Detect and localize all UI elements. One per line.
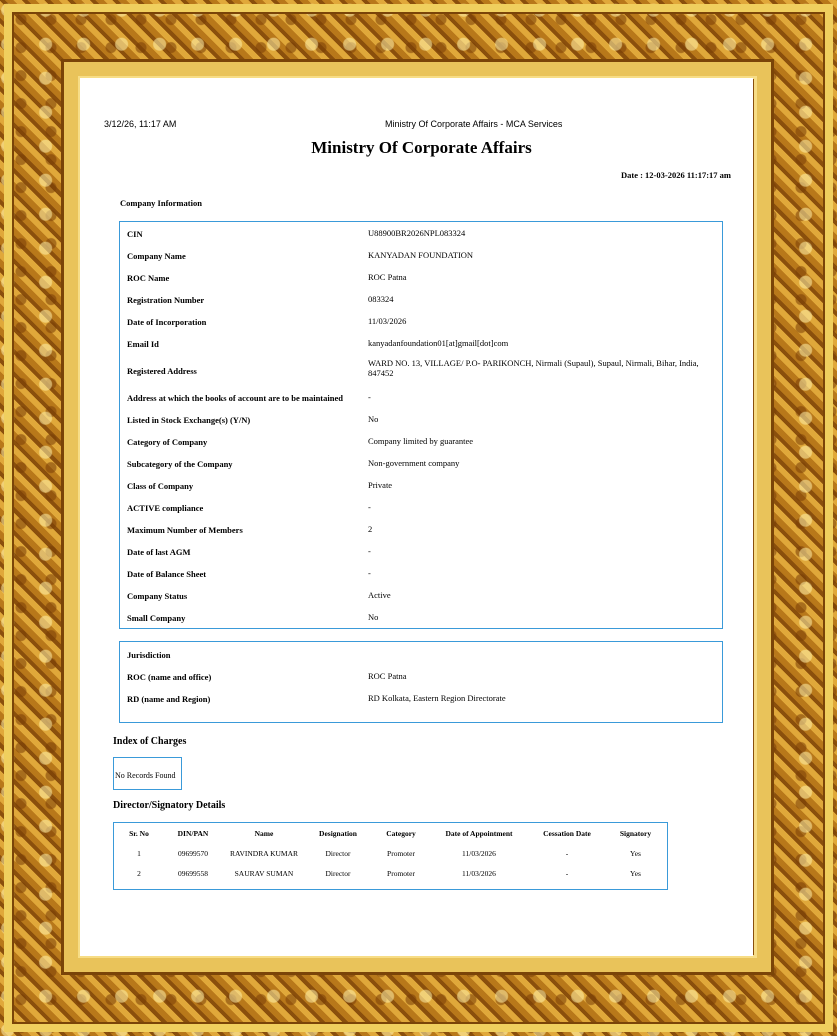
- company-info-label: Class of Company: [127, 481, 194, 491]
- directors-column-header: Date of Appointment: [445, 828, 513, 838]
- director-cell: Yes: [630, 868, 641, 878]
- directors-table: [113, 822, 668, 890]
- company-info-value: ROC Patna: [368, 272, 407, 282]
- company-info-label: Subcategory of the Company: [127, 459, 233, 469]
- company-info-value: U88900BR2026NPL083324: [368, 228, 466, 238]
- company-info-value: 2: [368, 524, 373, 534]
- director-cell: Promoter: [387, 848, 415, 858]
- director-row: [116, 863, 665, 883]
- company-info-value: No: [368, 414, 379, 424]
- director-cell: 1: [137, 848, 141, 858]
- report-date: Date : 12-03-2026 11:17:17 am: [620, 170, 731, 180]
- director-cell: Director: [325, 848, 351, 858]
- jurisdiction-value: RD Kolkata, Eastern Region Directorate: [368, 693, 506, 703]
- company-info-label: Registered Address: [127, 366, 197, 376]
- company-info-label: ROC Name: [127, 273, 170, 283]
- jurisdiction-value: ROC Patna: [368, 671, 407, 681]
- company-info-label: Date of last AGM: [127, 547, 191, 557]
- director-cell: Promoter: [387, 868, 415, 878]
- company-info-label: Maximum Number of Members: [127, 525, 243, 535]
- company-info-label: CIN: [127, 229, 143, 239]
- company-info-label: Date of Balance Sheet: [127, 569, 207, 579]
- director-cell: 09699558: [178, 868, 208, 878]
- jurisdiction-heading: Jurisdiction: [127, 650, 171, 660]
- director-cell: 11/03/2026: [462, 848, 496, 858]
- director-cell: -: [565, 848, 569, 858]
- company-info-value: -: [368, 392, 371, 402]
- print-datetime: 3/12/26, 11:17 AM: [104, 119, 177, 129]
- directors-column-header: Category: [386, 828, 416, 838]
- company-info-label: Company Status: [127, 591, 188, 601]
- director-cell: Director: [325, 868, 351, 878]
- company-info-label: Date of Incorporation: [127, 317, 207, 327]
- directors-grid: [116, 823, 665, 883]
- director-cell: SAURAV SUMAN: [234, 868, 294, 878]
- company-info-label: Registration Number: [127, 295, 205, 305]
- certificate-page: [80, 78, 753, 956]
- company-info-label: ACTIVE compliance: [127, 503, 204, 513]
- no-records-text: No Records Found: [115, 771, 176, 780]
- company-info-value: Company limited by guarantee: [368, 436, 474, 446]
- company-info-value: -: [368, 546, 371, 556]
- director-cell: Yes: [630, 848, 641, 858]
- company-info-value: Non-government company: [368, 458, 460, 468]
- directors-column-header: Name: [254, 828, 274, 838]
- company-info-label: Small Company: [127, 613, 186, 623]
- company-info-heading: Company Information: [120, 198, 202, 208]
- directors-column-header: DIN/PAN: [177, 828, 209, 838]
- director-cell: 2: [137, 868, 141, 878]
- directors-column-header: Sr. No: [129, 828, 149, 838]
- directors-column-header: Cessation Date: [543, 828, 591, 838]
- print-site-title: Ministry Of Corporate Affairs - MCA Services: [385, 119, 563, 129]
- director-cell: 11/03/2026: [462, 868, 496, 878]
- directors-column-header: Designation: [319, 828, 357, 838]
- company-info-label: Company Name: [127, 251, 186, 261]
- jurisdiction-table: [119, 641, 723, 723]
- company-info-value: -: [368, 568, 371, 578]
- charges-heading: Index of Charges: [113, 736, 187, 747]
- company-info-value: 083324: [368, 294, 394, 304]
- director-cell: -: [565, 868, 569, 878]
- charges-box: [113, 757, 182, 790]
- company-info-value: Private: [368, 480, 393, 490]
- company-info-label: Listed in Stock Exchange(s) (Y/N): [127, 415, 251, 425]
- company-info-value: Active: [368, 590, 391, 600]
- company-info-value: No: [368, 612, 379, 622]
- company-info-value: kanyadanfoundation01[at]gmail[dot]com: [368, 338, 509, 348]
- company-info-value: WARD NO. 13, VILLAGE/ P.O- PARIKONCH, Nirmali (Supaul), Supaul, Nirmali, Bihar, India, 847452: [368, 358, 699, 378]
- company-info-label: Email Id: [127, 339, 159, 349]
- directors-column-header: Signatory: [619, 828, 652, 838]
- jurisdiction-label: ROC (name and office): [127, 672, 212, 682]
- company-info-label: Address at which the books of account are to be maintained: [127, 393, 343, 403]
- page-title: Ministry Of Corporate Affairs: [311, 138, 532, 157]
- company-info-table: [119, 221, 723, 629]
- company-info-label: Category of Company: [127, 437, 208, 447]
- directors-heading: Director/Signatory Details: [113, 800, 226, 811]
- director-cell: 09699570: [178, 848, 208, 858]
- director-row: [116, 843, 665, 863]
- company-info-value: 11/03/2026: [368, 316, 407, 326]
- jurisdiction-label: RD (name and Region): [127, 694, 211, 704]
- company-info-value: KANYADAN FOUNDATION: [368, 250, 474, 260]
- director-cell: RAVINDRA KUMAR: [230, 848, 298, 858]
- company-info-value: -: [368, 502, 371, 512]
